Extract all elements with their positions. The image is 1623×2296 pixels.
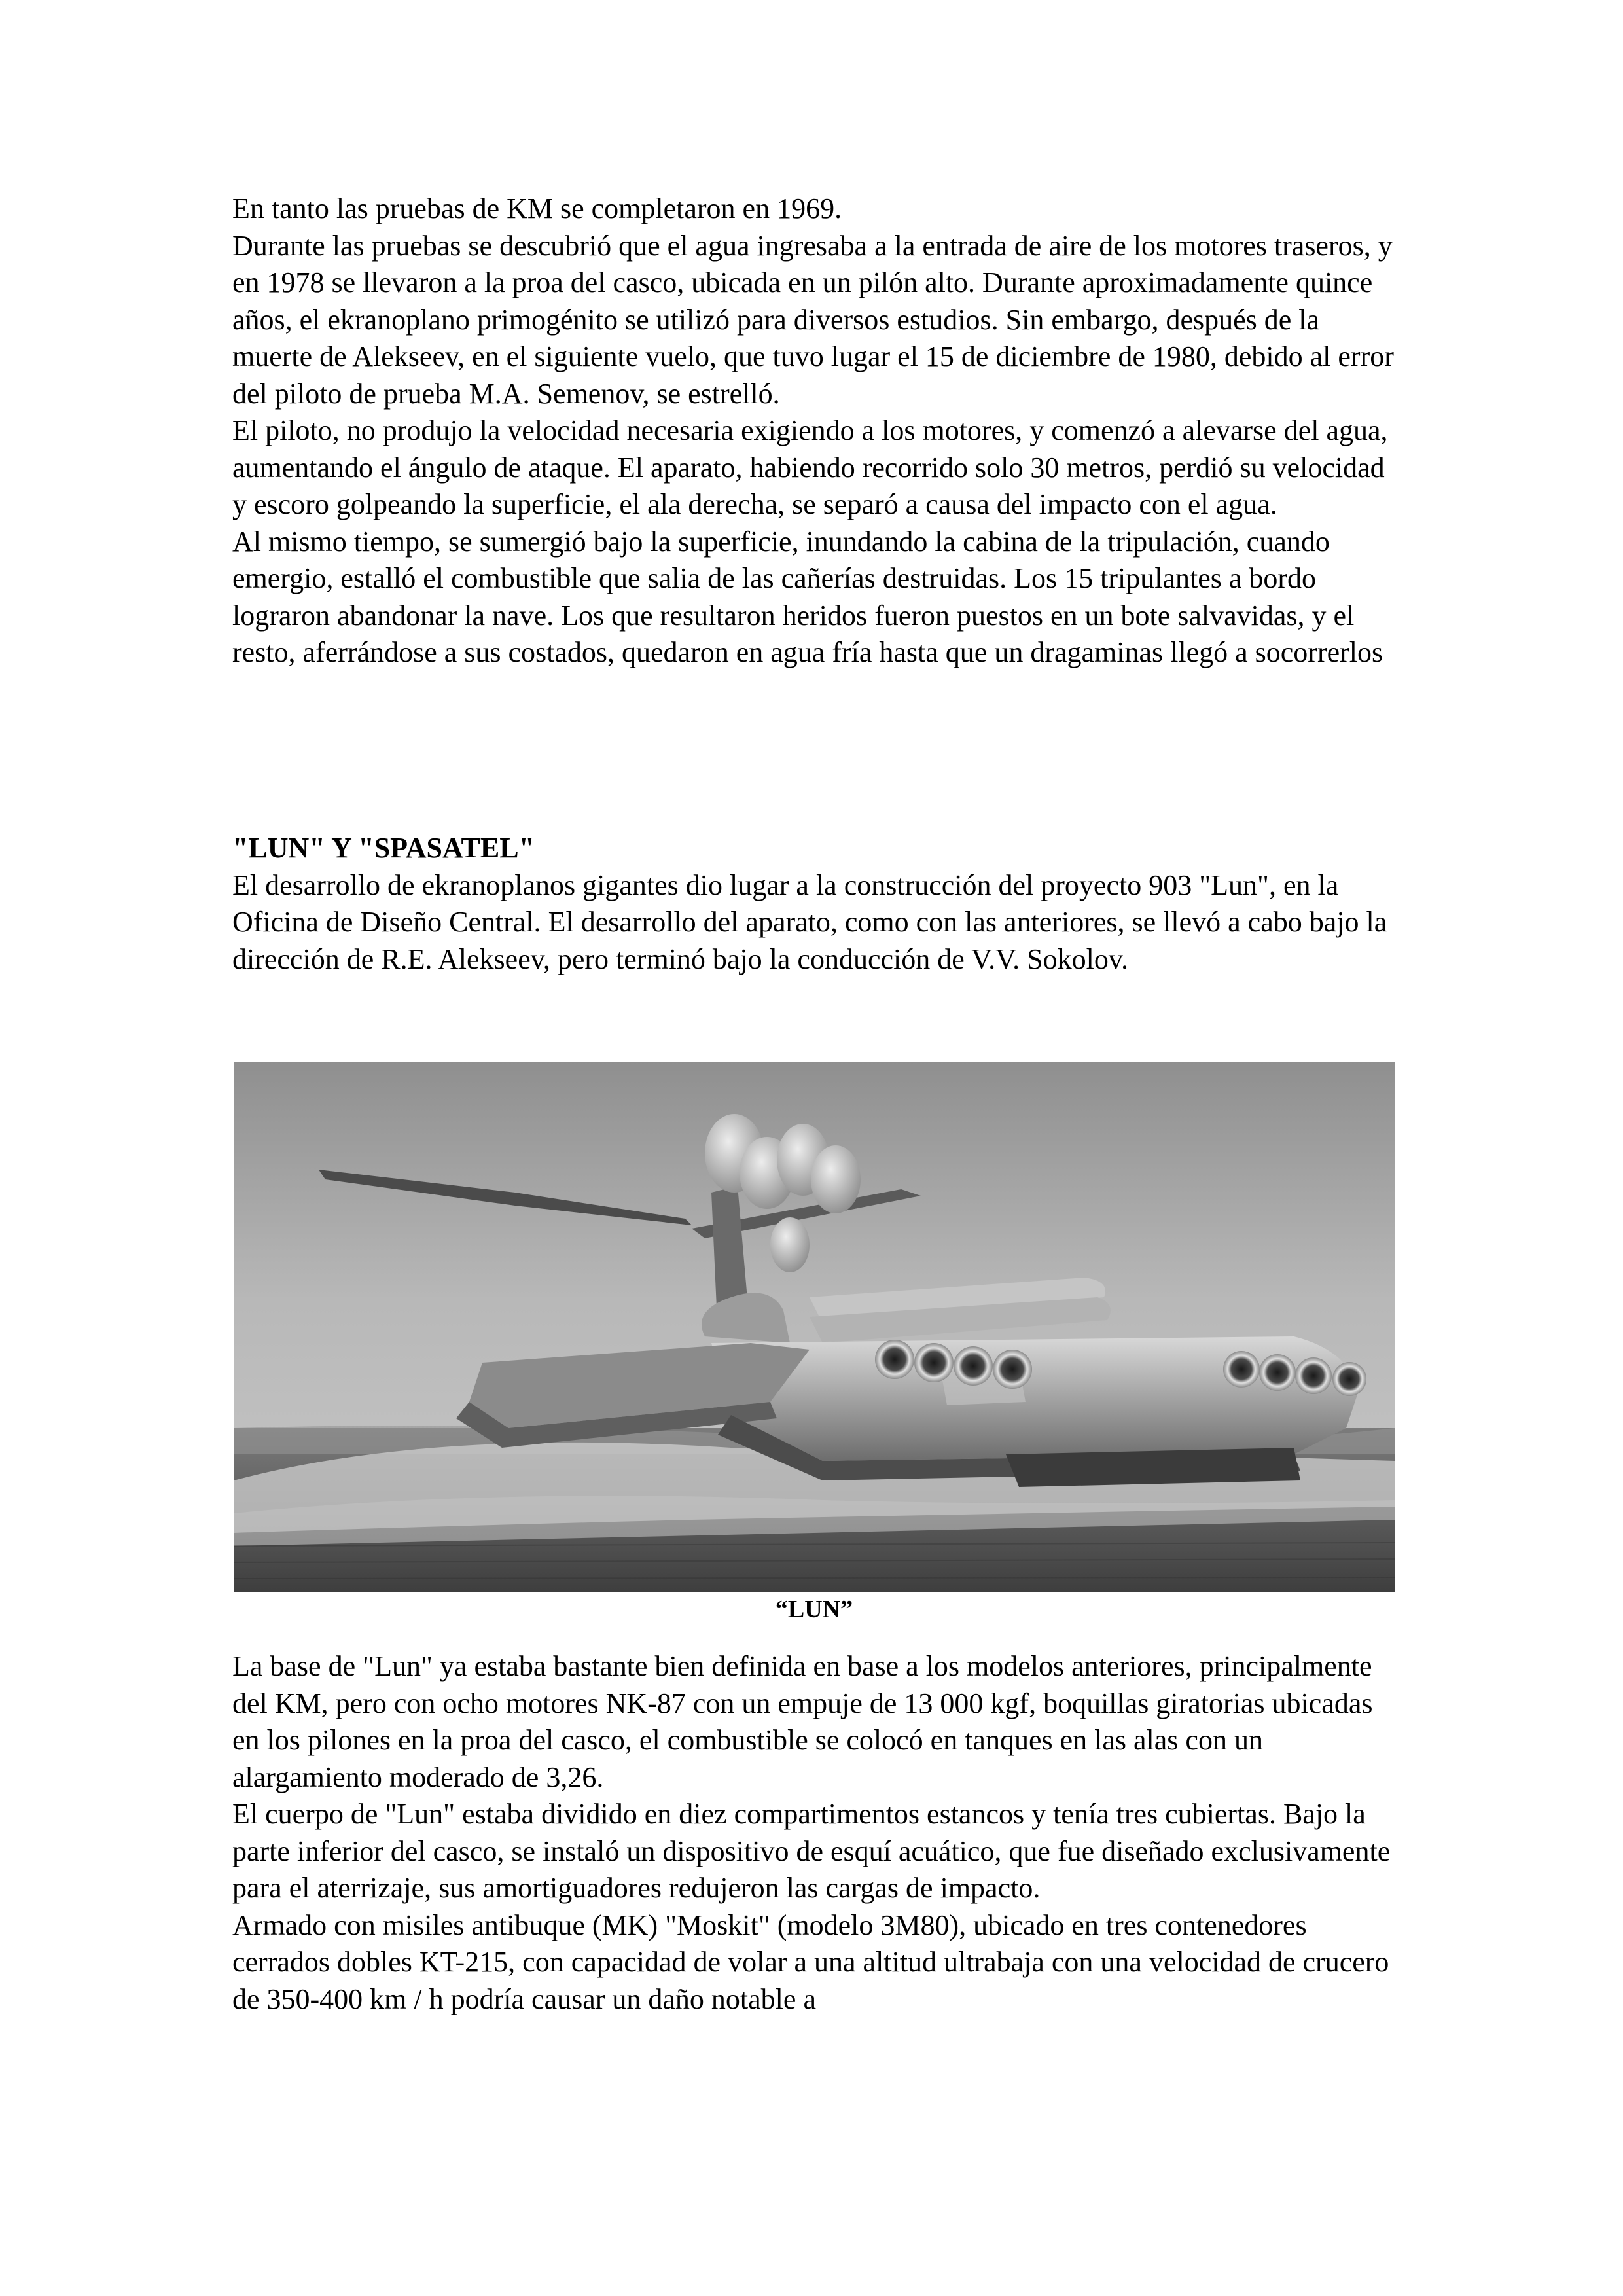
figure-caption: “LUN”: [775, 1596, 853, 1623]
paragraph: El piloto, no produjo la velocidad necesaria exigiendo a los motores, y comenzó a alevarse del agua, aumentando el ángulo de ataque. El aparato, habiendo recorrido solo 30 metros, perdió su velocidad y escoro golpeando la superficie, el ala derecha, se separó a causa del impacto con el agua.: [232, 414, 1388, 520]
paragraph: Durante las pruebas se descubrió que el agua ingresaba a la entrada de aire de los motores traseros, y en 1978 se llevaron a la proa del casco, ubicada en un pilón alto. Durante aproximadamente quince años, el ekranoplano primogénito se utilizó para diversos estudios. Sin embargo, después de la muerte de Alekseev, en el siguiente vuelo, que tuvo lugar el 15 de diciembre de 1980, debido al error del piloto de prueba M.A. Semenov, se estrelló.: [232, 229, 1394, 410]
lun-section: [232, 830, 1404, 978]
paragraph: En tanto las pruebas de KM se completaron en 1969.: [232, 192, 842, 224]
lun-ekranoplan-photo: [234, 1062, 1395, 1592]
paragraph: Armado con misiles antibuque (MK) "Moskit" (modelo 3M80), ubicado en tres contenedores cerrados dobles KT-215, con capacidad de volar a una altitud ultrabaja con una velocidad de crucero de 350-400 km / h podría causar un daño notable a: [232, 1909, 1389, 2015]
paragraph: Al mismo tiempo, se sumergió bajo la superficie, inundando la cabina de la tripulación, cuando emergio, estalló el combustible que salia de las cañerías destruidas. Los 15 tripulantes a bordo lograron abandonar la nave. Los que resultaron heridos fueron puestos en un bote salvavidas, y el resto, aferrándose a sus costados, quedaron en agua fría hasta que un dragaminas llegó a socorrerlos: [232, 525, 1383, 668]
top-text-block: [232, 190, 1404, 672]
paragraph: El cuerpo de "Lun" estaba dividido en diez compartimentos estancos y tenía tres cubiertas. Bajo la parte inferior del casco, se instaló un dispositivo de esquí acuático, que fue diseñado exclusivamente para el aterrizaje, sus amortiguadores redujeron las cargas de impacto.: [232, 1798, 1391, 1904]
section-heading: "LUN" Y "SPASATEL": [232, 832, 535, 864]
paragraph: La base de "Lun" ya estaba bastante bien definida en base a los modelos anteriores, principalmente del KM, pero con ocho motores NK-87 con un empuje de 13 000 kgf, boquillas giratorias ubicadas en los pilones en la proa del casco, el combustible se colocó en tanques en las alas con un alargamiento moderado de 3,26.: [232, 1650, 1373, 1793]
paragraph: El desarrollo de ekranoplanos gigantes dio lugar a la construcción del proyecto 903 "Lun", en la Oficina de Diseño Central. El desarrollo del aparato, como con las anteriores, se llevó a cabo bajo la dirección de R.E. Alekseev, pero terminó bajo la conducción de V.V. Sokolov.: [232, 869, 1387, 975]
bottom-text-block: [232, 1648, 1404, 2018]
